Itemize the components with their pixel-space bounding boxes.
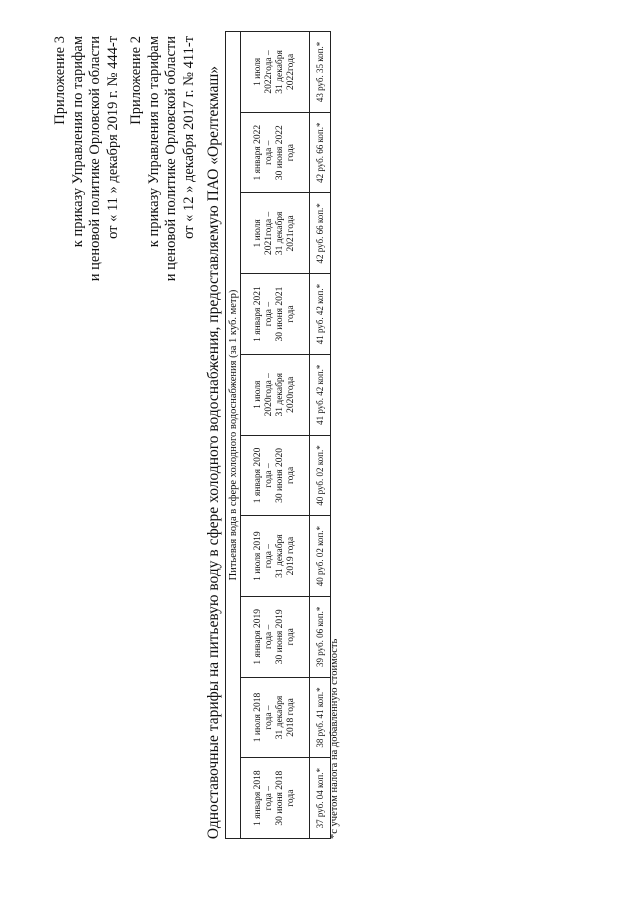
period-line: 31 декабря	[275, 695, 285, 740]
price-cell: 41 руб. 42 коп.*	[310, 354, 331, 435]
period-line: 31 декабря	[275, 534, 285, 578]
period-line: года –	[264, 786, 274, 811]
period-line: 2021года	[286, 215, 296, 252]
period-line: 1 января 2018	[253, 770, 263, 826]
period-line: 30 июня 2018	[275, 770, 285, 826]
document-title: Одноставочные тарифы на питьевую воду в сфере холодного водоснабжения, предоставляемую ПАО «Орелтекмаш»	[205, 65, 222, 840]
period-cell	[241, 32, 310, 113]
period-line: 1 июля 2019	[253, 531, 263, 581]
price-row	[310, 32, 331, 839]
appendix-2-stamp	[128, 36, 198, 281]
period-cell	[241, 435, 310, 516]
period-line: 2022года	[286, 53, 296, 90]
period-line: 2019 года	[286, 536, 296, 576]
period-line: 1 июля	[253, 57, 263, 86]
appendix-3-stamp	[52, 36, 122, 281]
period-line: 1 января 2022	[253, 124, 263, 181]
table-header: Питьевая вода в сфере холодного водоснабжения (за 1 куб. метр)	[226, 32, 241, 839]
period-line: 2022года –	[264, 50, 274, 94]
price-cell: 41 руб. 42 коп.*	[310, 274, 331, 355]
period-cell	[241, 596, 310, 677]
period-cell	[241, 758, 310, 839]
tariff-table	[225, 31, 331, 839]
price-cell: 39 руб. 06 коп.*	[310, 596, 331, 677]
period-cell	[241, 112, 310, 193]
period-line: 30 июня 2022	[275, 125, 285, 181]
period-line: года	[286, 628, 296, 646]
period-line: 1 января 2020	[253, 447, 263, 504]
appendix-3-date-line: от « 11 » декабря 2019 г. № 444-т	[104, 36, 121, 239]
appendix-2-order-line: к приказу Управления по тарифам	[145, 36, 162, 248]
period-cell	[241, 677, 310, 758]
price-cell: 40 руб. 02 коп.*	[310, 435, 331, 516]
period-row	[241, 32, 310, 839]
table-header-row	[226, 32, 241, 839]
period-cell	[241, 516, 310, 597]
period-line: 1 июля 2018	[253, 692, 263, 743]
appendix-2-heading: Приложение 2	[128, 36, 144, 125]
period-line: года –	[264, 543, 274, 569]
period-line: 1 июля	[253, 380, 263, 409]
appendix-2-authority-line: и ценовой политике Орловской области	[163, 36, 179, 282]
appendix-3-order-line: к приказу Управления по тарифам	[69, 36, 86, 248]
price-cell: 42 руб. 66 коп.*	[310, 193, 331, 274]
price-cell: 40 руб. 02 коп.*	[310, 516, 331, 597]
period-cell	[241, 354, 310, 435]
period-line: 2021года –	[264, 211, 274, 255]
period-line: года –	[264, 705, 274, 730]
period-line: года	[286, 789, 296, 807]
period-line: года	[286, 466, 296, 484]
period-line: года	[286, 144, 296, 162]
appendix-3-heading: Приложение 3	[52, 36, 68, 125]
period-line: года –	[264, 140, 274, 165]
period-line: года –	[264, 301, 274, 327]
period-cell	[241, 193, 310, 274]
period-line: 31 декабря	[275, 50, 285, 94]
period-line: 2018 года	[286, 698, 296, 737]
period-line: года –	[264, 463, 274, 488]
period-line: 30 июня 2019	[275, 609, 285, 665]
appendix-2-date-line: от « 12 » декабря 2017 г. № 411-т	[180, 36, 197, 239]
period-line: 2020года –	[264, 373, 274, 417]
period-line: 2020года	[286, 376, 296, 413]
period-line: 31 декабря	[275, 372, 285, 417]
price-cell: 43 руб. 35 коп.*	[310, 32, 331, 113]
price-cell: 42 руб. 66 коп.*	[310, 112, 331, 193]
period-line: года	[286, 305, 296, 323]
period-line: 30 июня 2020	[275, 447, 285, 503]
period-line: 1 января 2021	[253, 286, 263, 342]
appendix-3-authority-line: и ценовой политике Орловской области	[87, 36, 103, 282]
price-cell: 38 руб. 41 коп.*	[310, 677, 331, 758]
period-line: года –	[264, 624, 274, 649]
vat-footnote: *с учетом налога на добавленную стоимость	[329, 638, 340, 839]
period-line: 1 июля	[253, 219, 263, 248]
period-line: 1 января 2019	[253, 608, 263, 665]
period-cell	[241, 274, 310, 355]
period-line: 31 декабря	[275, 211, 285, 256]
period-line: 30 июня 2021	[275, 286, 285, 342]
price-cell: 37 руб. 04 коп.*	[310, 758, 331, 839]
